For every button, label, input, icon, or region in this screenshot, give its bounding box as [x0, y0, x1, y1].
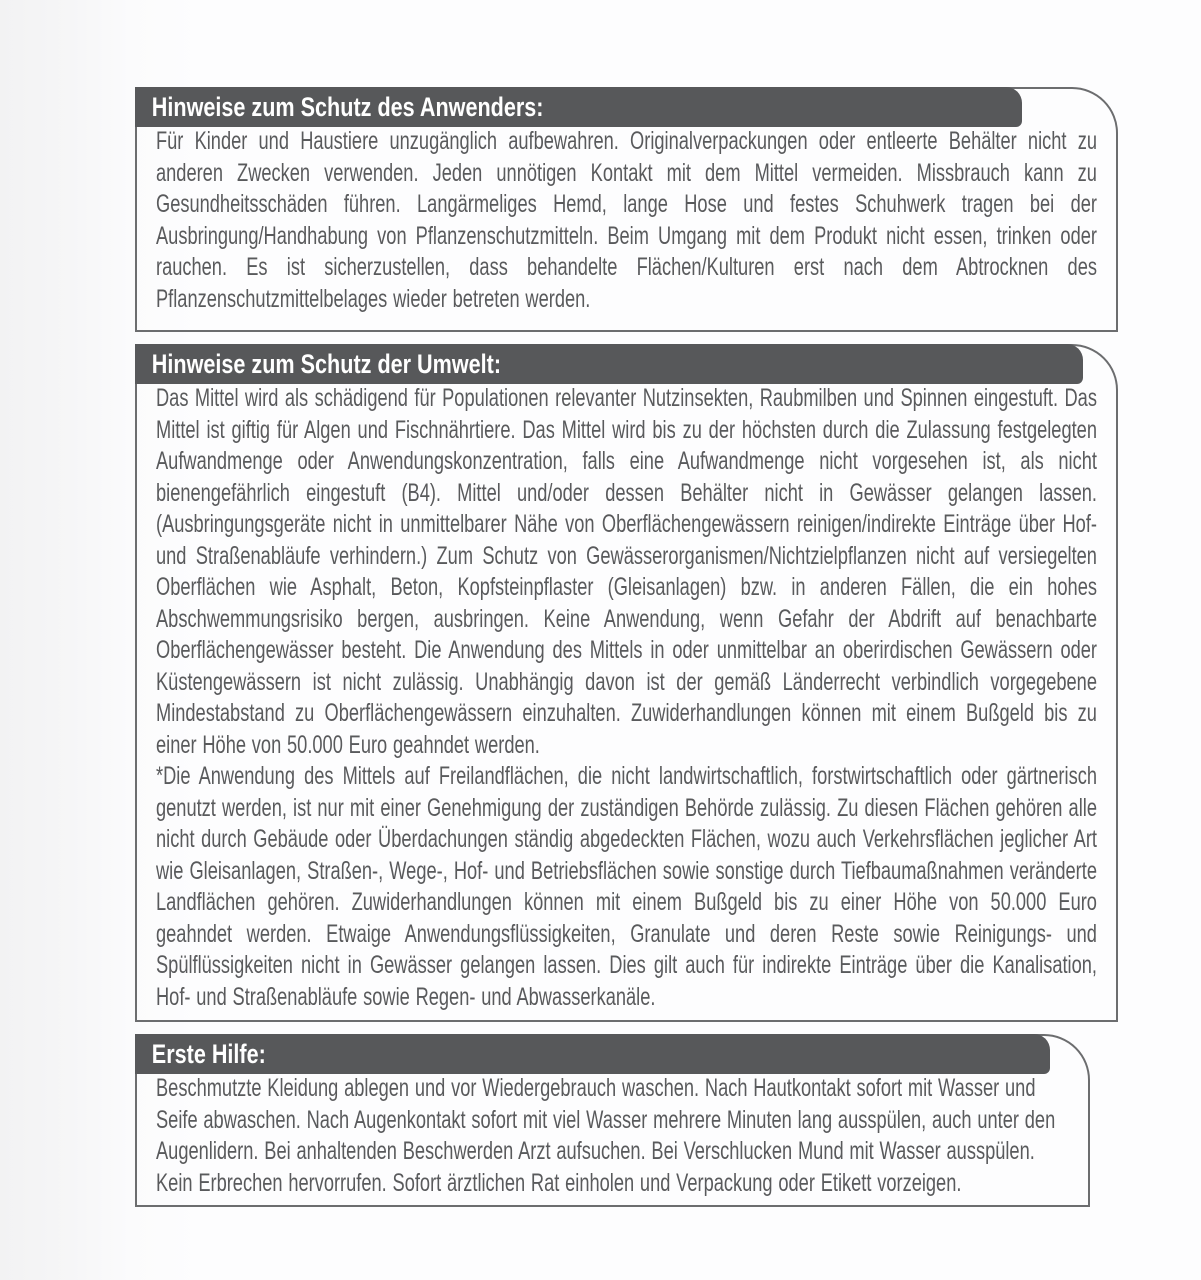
section-header-bar — [135, 344, 1083, 384]
section-body-box — [135, 344, 1118, 1022]
section-first-aid — [135, 1034, 1201, 1207]
section-title: Hinweise zum Schutz des Anwenders: — [151, 92, 544, 122]
body-paragraph: Für Kinder und Haustiere unzugänglich aufbewahren. Originalverpackungen oder entleerte Behälter nicht zu anderen Zwecken verwenden. Jeden unnötigen Kontakt mit dem Mittel vermeiden. Missbrauch kann zu Gesundheitsschäden führen. Langärmeliges Hemd, lange Hose und festes Schuhwerk tragen bei der Ausbringung/Handhabung von Pflanzenschutzmitteln. Beim Umgang mit dem Produkt nicht essen, trinken oder rauchen. Es ist sicherzustellen, dass behandelte Flächen/Kulturen erst nach dem Abtrocknen des Pflanzenschutzmittelbelages wieder betreten werden. — [156, 127, 1097, 313]
body-paragraph-footnote: *Die Anwendung des Mittels auf Freilandflächen, die nicht landwirtschaftlich, forstwirtschaftlich oder gärtnerisch genutzt werden, ist nur mit einer Genehmigung der zuständigen Behörde zulässig. Zu diesen Flächen gehören alle nicht durch Gebäude oder Überdachungen ständig abgedeckten Flächen, wozu auch Verkehrsflächen jeglicher Art wie Gleisanlagen, Straßen-, Wege-, Hof- und Betriebsflächen sowie sonstige durch Tiefbaumaßnahmen veränderte Landflächen gehören. Zuwiderhandlungen können mit einem Bußgeld bis zu einer Höhe von 50.000 Euro geahndet werden. Etwaige Anwendungsflüssigkeiten, Granulate und deren Reste sowie Reinigungs- und Spülflüssigkeiten nicht in Gewässer gelangen lassen. Dies gilt auch für indirekte Einträge über die Kanalisation, Hof- und Straßenabläufe sowie Regen- und Abwasserkanäle. — [156, 762, 1097, 1011]
section-header-bar — [135, 1034, 1050, 1074]
body-paragraph: Das Mittel wird als schädigend für Populationen relevanter Nutzinsekten, Raubmilben und Spinnen eingestuft. Das Mittel ist giftig für Algen und Fischnährtiere. Das Mittel wird bis zu der höchsten durch die Zulassung festgelegten Aufwandmenge oder Anwendungskonzentration, falls eine Aufwandmenge nicht vorgesehen ist, als nicht bienengefährlich eingestuft (B4). Mittel und/oder dessen Behälter nicht in Gewässer gelangen lassen. (Ausbringungsgeräte nicht in unmittelbarer Nähe von Oberflächengewässern reinigen/indirekte Einträge über Hof- und Straßenabläufe verhindern.) Zum Schutz von Gewässerorganismen/Nichtzielpflanzen nicht auf versiegelten Oberflächen wie Asphalt, Beton, Kopfsteinpflaster (Gleisanlagen) bzw. in anderen Fällen, die ein hohes Abschwemmungsrisiko bergen, ausbringen. Keine Anwendung, wenn Gefahr der Abdrift auf benachbarte Oberflächengewässer besteht. Die Anwendung des Mittels in oder unmittelbar an oberirdischen Gewässern oder Küstengewässern ist nicht zulässig. Unabhängig davon ist der gemäß Länderrecht verbindlich vorgegebene Mindestabstand zu Oberflächengewässern einzuhalten. Zuwiderhandlungen können mit einem Bußgeld bis zu einer Höhe von 50.000 Euro geahndet werden. — [156, 384, 1097, 759]
section-user-protection — [135, 87, 1201, 332]
section-title: Erste Hilfe: — [151, 1039, 266, 1069]
body-paragraph: Beschmutzte Kleidung ablegen und vor Wiedergebrauch waschen. Nach Hautkontakt sofort mit Wasser und Seife abwaschen. Nach Augenkontakt sofort mit viel Wasser mehrere Minuten lang ausspülen, auch unter den Augenlidern. Bei anhaltenden Beschwerden Arzt aufsuchen. Bei Verschlucken Mund mit Wasser ausspülen. Kein Erbrechen hervorrufen. Sofort ärztlichen Rat einholen und Verpackung oder Etikett vorzeigen. — [156, 1074, 1056, 1197]
section-environment-protection — [135, 344, 1201, 1022]
section-title: Hinweise zum Schutz der Umwelt: — [151, 349, 502, 379]
section-header-bar — [135, 87, 1022, 127]
